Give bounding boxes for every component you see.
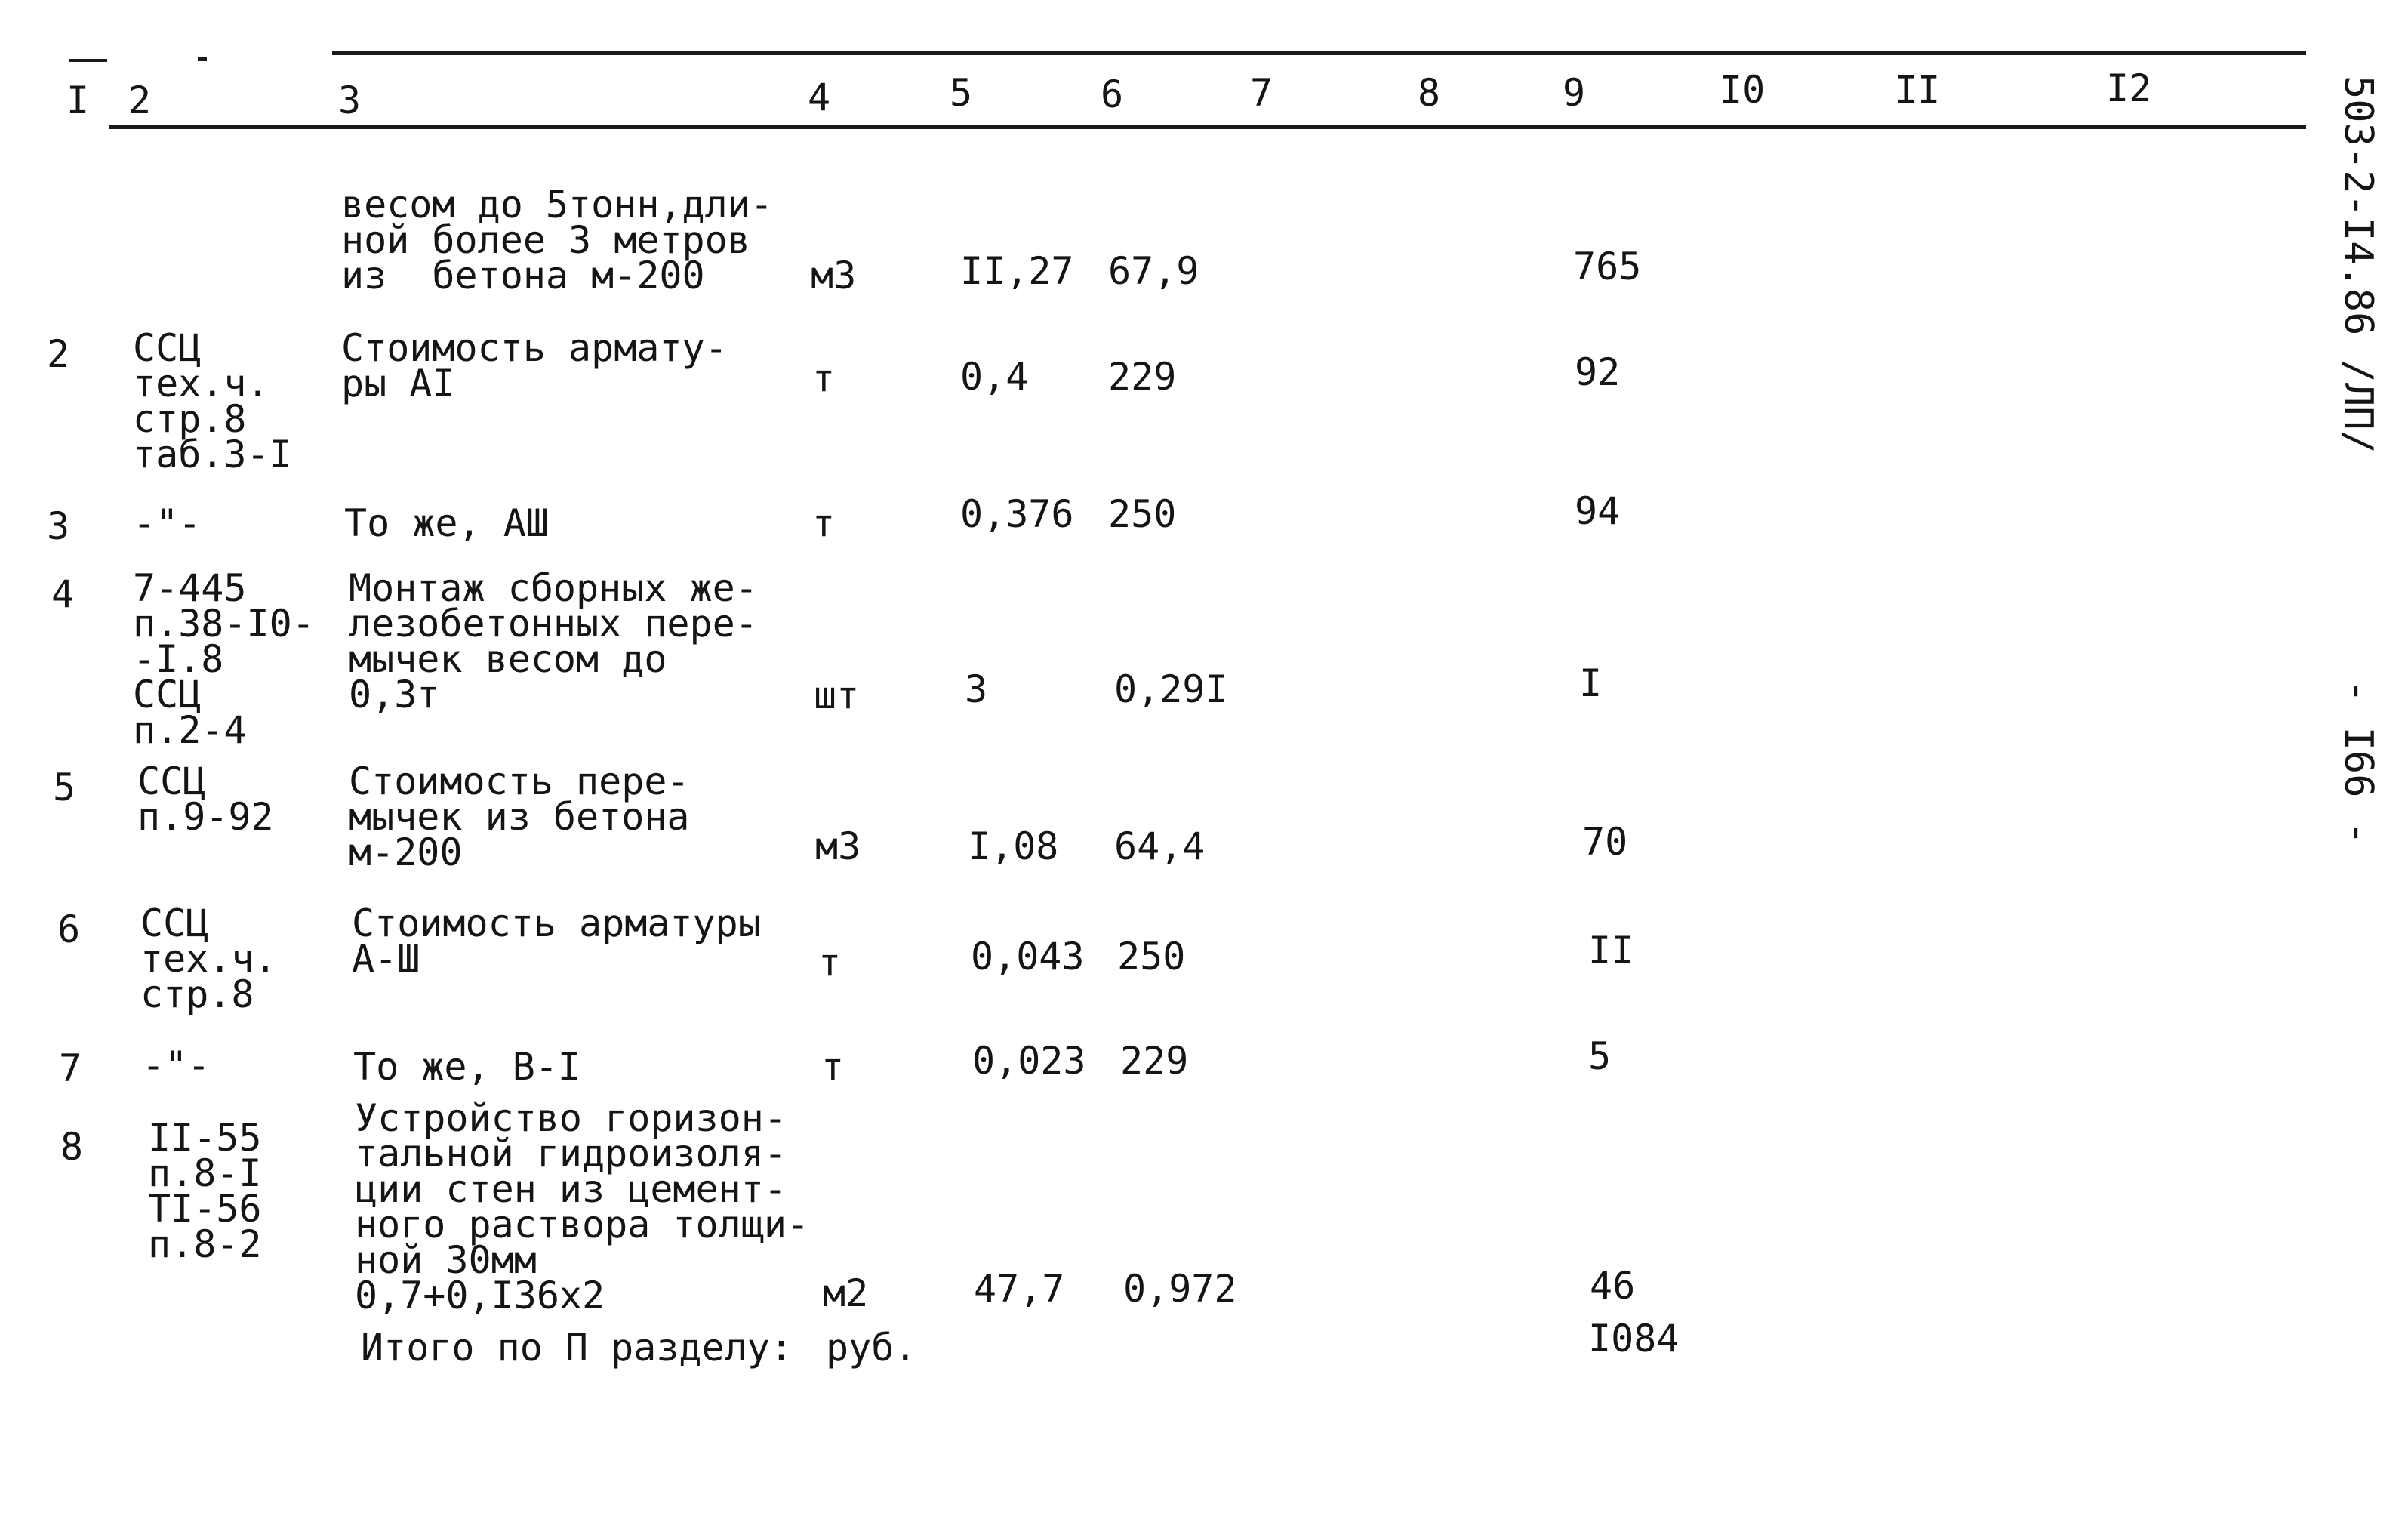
row-code: ССЦ тех.ч. стр.8 xyxy=(140,901,277,1016)
header-col-7: 7 xyxy=(1250,71,1273,115)
row-qty: I,08 xyxy=(968,824,1059,868)
top-rule-tick xyxy=(69,59,107,62)
row-number: 4 xyxy=(51,572,75,616)
header-col-11: II xyxy=(1895,68,1941,112)
row-unit: шт xyxy=(814,673,860,717)
row-total: 765 xyxy=(1573,245,1642,288)
row-qty: 3 xyxy=(965,667,988,711)
row-number: 7 xyxy=(59,1046,82,1090)
row-unit: т xyxy=(812,356,836,400)
row-number: 6 xyxy=(57,907,81,951)
row-unit: т xyxy=(818,941,842,984)
row-total: 46 xyxy=(1590,1264,1636,1308)
row-name: То же, В-I xyxy=(353,1045,581,1089)
row-price: 229 xyxy=(1108,355,1177,399)
header-underline xyxy=(109,125,2306,129)
row-total: I xyxy=(1579,661,1603,705)
row-code: 7-445 п.38-I0- -I.8 ССЦ п.2-4 xyxy=(133,566,315,752)
row-unit: т xyxy=(812,501,836,545)
row-name: То же, АШ xyxy=(344,501,549,545)
row-code: ССЦ п.9-92 xyxy=(137,760,274,839)
row-name: Стоимость пере- мычек из бетона м-200 xyxy=(349,760,690,874)
row-price: 0,972 xyxy=(1123,1267,1237,1311)
header-col-4: 4 xyxy=(808,75,831,119)
row-qty: 0,023 xyxy=(972,1039,1086,1083)
row-unit: м2 xyxy=(823,1271,869,1315)
row-total: 70 xyxy=(1582,820,1628,864)
row-qty: II,27 xyxy=(960,249,1074,293)
row-number: 5 xyxy=(53,766,76,809)
header-col-9: 9 xyxy=(1563,71,1586,115)
row-qty: 0,4 xyxy=(960,355,1029,399)
row-price: 67,9 xyxy=(1108,249,1199,293)
header-col-5: 5 xyxy=(950,71,973,115)
row-unit: м3 xyxy=(815,824,861,868)
row-qty: 0,376 xyxy=(960,492,1074,536)
row-unit: м3 xyxy=(811,254,857,297)
row-number: 3 xyxy=(47,504,70,548)
summary-unit: руб. xyxy=(826,1326,917,1370)
page-number: - I66 - xyxy=(2336,679,2381,846)
summary-total: I084 xyxy=(1588,1317,1680,1360)
row-code: -"- xyxy=(133,501,202,545)
row-code: -"- xyxy=(142,1043,211,1087)
document-code: 503-2-I4.86 /ЛП/ xyxy=(2336,75,2381,454)
row-total: 5 xyxy=(1588,1034,1612,1078)
row-name: Монтаж сборных же- лезобетонных пере- мычек весом до 0,3т xyxy=(349,566,758,716)
top-rule xyxy=(332,51,2306,55)
row-total: 92 xyxy=(1575,350,1621,394)
row-name: Устройство горизон- тальной гидроизоля- ции стен из цемент- ного раствора толщи- ной 30мм 0,7+0,I36х2 xyxy=(355,1096,810,1317)
row-price: 250 xyxy=(1108,492,1177,536)
row-code: II-55 п.8-I TI-56 п.8-2 xyxy=(148,1116,262,1266)
header-col-8: 8 xyxy=(1418,71,1441,115)
row-qty: 47,7 xyxy=(974,1267,1065,1311)
row-name: Стоимость арматуры А-Ш xyxy=(352,901,761,981)
header-col-10: I0 xyxy=(1720,68,1766,112)
row-price: 64,4 xyxy=(1114,824,1206,868)
header-col-1: I xyxy=(66,79,90,122)
header-col-6: 6 xyxy=(1101,72,1124,116)
row-total: 94 xyxy=(1575,489,1621,533)
header-col-12: I2 xyxy=(2106,66,2152,110)
row-number: 2 xyxy=(47,332,70,376)
row-price: 0,29I xyxy=(1114,667,1228,711)
row-price: 229 xyxy=(1120,1039,1189,1083)
header-col-2: 2 xyxy=(128,79,152,122)
row-total: II xyxy=(1588,929,1634,972)
row-price: 250 xyxy=(1117,935,1186,978)
row-name: Стоимость армату- ры AI xyxy=(341,326,728,405)
row-qty: 0,043 xyxy=(971,935,1085,978)
top-rule-tick xyxy=(198,57,207,61)
row-code: ССЦ тех.ч. стр.8 таб.3-I xyxy=(133,326,292,476)
row-number: 8 xyxy=(60,1125,84,1169)
summary-label: Итого по П разделу: xyxy=(361,1326,793,1370)
row-name: весом до 5тонн,дли- ной более 3 метров из бетона м-200 xyxy=(341,183,773,297)
row-unit: т xyxy=(821,1045,845,1089)
header-col-3: 3 xyxy=(338,79,362,122)
